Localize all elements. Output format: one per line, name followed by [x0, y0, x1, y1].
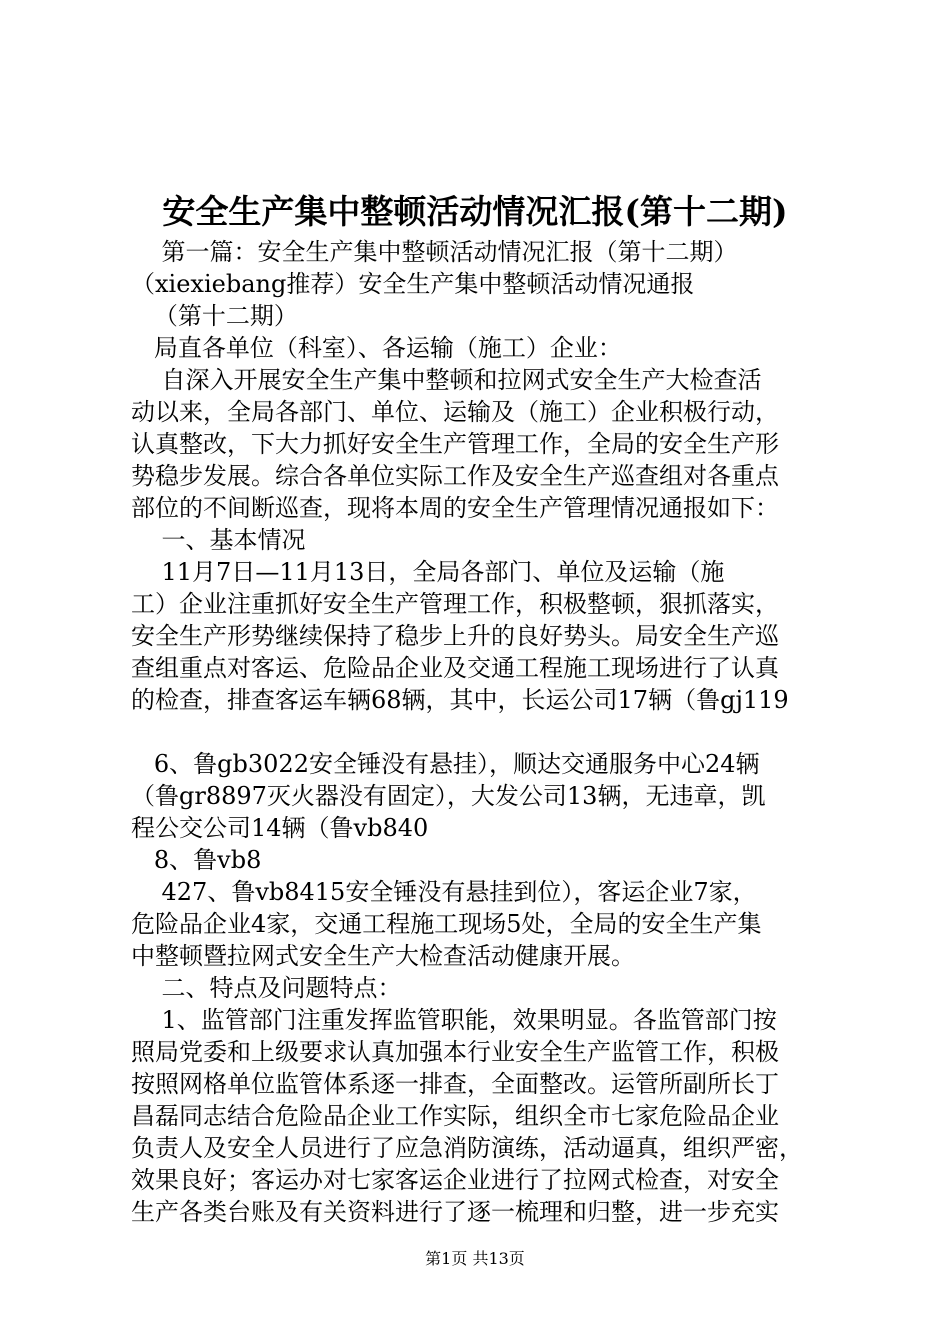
text-line: 一、基本情况: [131, 526, 306, 554]
text-line: 二、特点及问题特点：: [131, 974, 402, 1002]
text-line: 的检查，排查客运车辆68辆，其中，长运公司17辆（鲁gj119: [131, 686, 789, 714]
text-line: 程公交公司14辆（鲁vb840: [131, 814, 429, 842]
document-body: [131, 236, 831, 1228]
text-line: 427、鲁vb8415安全锤没有悬挂到位），客运企业7家，: [131, 878, 757, 906]
text-line: 1、监管部门注重发挥监管职能，效果明显。各监管部门按: [131, 1006, 777, 1034]
text-line: （xiexiebang推荐）安全生产集中整顿活动情况通报: [131, 270, 695, 298]
text-line: 按照网格单位监管体系逐一排查，全面整改。运管所副所长丁: [131, 1070, 779, 1098]
text-line: 6、鲁gb3022安全锤没有悬挂），顺达交通服务中心24辆: [131, 750, 760, 778]
document-title: 安全生产集中整顿活动情况汇报(第十二期): [162, 192, 788, 231]
text-line: 照局党委和上级要求认真加强本行业安全生产监管工作，积极: [131, 1038, 779, 1066]
text-line: 昌磊同志结合危险品企业工作实际，组织全市七家危险品企业: [131, 1102, 779, 1130]
text-line: 工）企业注重抓好安全生产管理工作，积极整顿，狠抓落实，: [131, 590, 779, 618]
text-line: 查组重点对客运、危险品企业及交通工程施工现场进行了认真: [131, 654, 779, 682]
blank-line: [131, 716, 831, 748]
text-line: （第十二期）: [131, 302, 298, 330]
text-line: （鲁gr8897灭火器没有固定），大发公司13辆，无违章，凯: [131, 782, 766, 810]
text-line: 安全生产形势继续保持了稳步上升的良好势头。局安全生产巡: [131, 622, 779, 650]
text-line: 效果良好；客运办对七家客运企业进行了拉网式检查，对安全: [131, 1166, 779, 1194]
text-line: 中整顿暨拉网式安全生产大检查活动健康开展。: [131, 942, 635, 970]
text-line: 势稳步发展。综合各单位实际工作及安全生产巡查组对各重点: [131, 462, 779, 490]
text-line: 11月7日—11月13日，全局各部门、单位及运输（施: [131, 558, 725, 586]
text-line: 第一篇：安全生产集中整顿活动情况汇报（第十二期）: [131, 238, 738, 266]
text-line: 自深入开展安全生产集中整顿和拉网式安全生产大检查活: [131, 366, 762, 394]
text-line: 负责人及安全人员进行了应急消防演练，活动逼真，组织严密，: [131, 1134, 803, 1162]
text-line: 局直各单位（科室）、各运输（施工）企业：: [131, 334, 622, 362]
page-footer: 第1页 共13页: [425, 1249, 525, 1268]
text-line: 危险品企业4家，交通工程施工现场5处，全局的安全生产集: [131, 910, 762, 938]
text-line: 动以来，全局各部门、单位、运输及（施工）企业积极行动，: [131, 398, 779, 426]
text-line: 8、鲁vb8: [131, 846, 262, 874]
text-line: 部位的不间断巡查，现将本周的安全生产管理情况通报如下：: [131, 494, 779, 522]
text-line: 认真整改，下大力抓好安全生产管理工作，全局的安全生产形: [131, 430, 779, 458]
text-line: 生产各类台账及有关资料进行了逐一梳理和归整，进一步充实: [131, 1198, 779, 1226]
